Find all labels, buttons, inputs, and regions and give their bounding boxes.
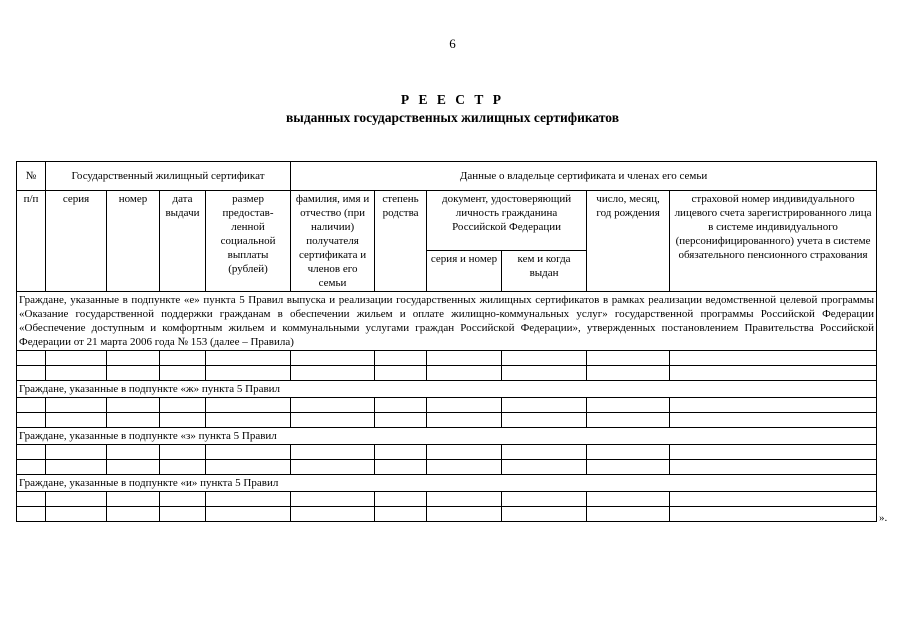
table-cell[interactable] (375, 507, 427, 522)
table-cell[interactable] (17, 460, 46, 475)
header-insurance-number: страховой номер индивидуального лицевого счета зарегистрированного лица в системе индивидуального (персонифицированного) учета в системе обязательного пенсионного страхования (670, 191, 877, 292)
table-cell[interactable] (375, 413, 427, 428)
closing-quote-mark: ». (879, 512, 888, 524)
table-cell[interactable] (502, 398, 587, 413)
table-cell[interactable] (587, 492, 670, 507)
table-cell[interactable] (587, 351, 670, 366)
table-row (17, 445, 877, 460)
table-cell[interactable] (375, 398, 427, 413)
table-cell[interactable] (587, 445, 670, 460)
table-cell[interactable] (206, 351, 291, 366)
header-owner-group: Данные о владельце сертификата и членах его семьи (291, 162, 877, 191)
table-cell[interactable] (206, 492, 291, 507)
section-heading-i: Граждане, указанные в подпункте «и» пункта 5 Правил (17, 475, 877, 492)
table-cell[interactable] (46, 492, 107, 507)
table-cell[interactable] (107, 460, 160, 475)
table-row (17, 366, 877, 381)
table-cell[interactable] (587, 366, 670, 381)
table-cell[interactable] (17, 398, 46, 413)
header-birth-date: число, месяц, год рождения (587, 191, 670, 292)
table-cell[interactable] (107, 492, 160, 507)
table-cell[interactable] (46, 507, 107, 522)
table-cell[interactable] (160, 366, 206, 381)
table-cell[interactable] (160, 398, 206, 413)
section-heading-e: Граждане, указанные в подпункте «е» пункта 5 Правил выпуска и реализации государственных жилищных сертификатов в рамках реализации ведомственной целевой программы «Оказание государственной поддержки гражданам в обеспечении жильем и оплате жилищно-коммунальных услуг» государственной программы Российской Федерации «Обеспечение доступным и комфортным жильем и коммунальными услугами граждан Российской Федерации», утвержденных постановлением Правительства Российской Федерации от 21 марта 2006 года № 153 (далее – Правила) (17, 292, 877, 351)
section-row (17, 475, 877, 492)
header-issue-date: дата выдачи (160, 191, 206, 292)
header-doc-issued-by: кем и когда выдан (502, 250, 587, 291)
table-cell[interactable] (291, 460, 375, 475)
section-row (17, 428, 877, 445)
table-cell[interactable] (160, 507, 206, 522)
table-cell[interactable] (502, 413, 587, 428)
table-cell[interactable] (107, 445, 160, 460)
table-cell[interactable] (46, 398, 107, 413)
table-row (17, 398, 877, 413)
section-row (17, 381, 877, 398)
header-number: номер (107, 191, 160, 292)
table-cell[interactable] (107, 351, 160, 366)
table-cell[interactable] (502, 492, 587, 507)
header-full-name: фамилия, имя и отчество (при наличии) получателя сертификата и членов его семьи (291, 191, 375, 292)
table-cell[interactable] (587, 507, 670, 522)
table-row (17, 507, 877, 522)
table-cell[interactable] (670, 351, 877, 366)
table-cell[interactable] (291, 413, 375, 428)
table-cell[interactable] (206, 507, 291, 522)
table-cell[interactable] (107, 507, 160, 522)
table-cell[interactable] (427, 507, 502, 522)
table-cell[interactable] (427, 398, 502, 413)
table-cell[interactable] (17, 351, 46, 366)
table-cell[interactable] (46, 460, 107, 475)
table-cell[interactable] (291, 398, 375, 413)
table-cell[interactable] (291, 445, 375, 460)
header-series: серия (46, 191, 107, 292)
header-row-1 (17, 162, 877, 191)
table-cell[interactable] (291, 366, 375, 381)
table-cell[interactable] (427, 492, 502, 507)
header-num-pp: п/п (17, 191, 46, 292)
table-cell[interactable] (502, 351, 587, 366)
table-cell[interactable] (375, 351, 427, 366)
table-cell[interactable] (206, 398, 291, 413)
table-cell[interactable] (17, 492, 46, 507)
section-heading-zh: Граждане, указанные в подпункте «ж» пункта 5 Правил (17, 381, 877, 398)
table-cell[interactable] (502, 460, 587, 475)
table-row (17, 413, 877, 428)
table-cell[interactable] (17, 507, 46, 522)
table-cell[interactable] (291, 507, 375, 522)
table-row (17, 460, 877, 475)
table-cell[interactable] (587, 398, 670, 413)
table-cell[interactable] (206, 366, 291, 381)
header-row-2 (17, 191, 877, 251)
table-cell[interactable] (375, 366, 427, 381)
table-cell[interactable] (46, 366, 107, 381)
table-cell[interactable] (46, 351, 107, 366)
table-row (17, 351, 877, 366)
table-cell[interactable] (206, 460, 291, 475)
registry-table (16, 161, 877, 522)
table-cell[interactable] (160, 460, 206, 475)
table-cell[interactable] (427, 366, 502, 381)
header-num: № (17, 162, 46, 191)
table-cell[interactable] (375, 492, 427, 507)
table-cell[interactable] (160, 413, 206, 428)
header-certificate-group: Государственный жилищный сертификат (46, 162, 291, 191)
table-cell[interactable] (375, 460, 427, 475)
section-row (17, 292, 877, 351)
table-cell[interactable] (670, 492, 877, 507)
table-cell[interactable] (375, 445, 427, 460)
header-doc-series-number: серия и номер (427, 250, 502, 291)
table-cell[interactable] (502, 507, 587, 522)
table-cell[interactable] (502, 366, 587, 381)
table-cell[interactable] (17, 366, 46, 381)
table-cell[interactable] (427, 351, 502, 366)
table-cell[interactable] (160, 445, 206, 460)
table-cell[interactable] (670, 413, 877, 428)
page-number: 6 (449, 36, 456, 51)
table-cell[interactable] (107, 398, 160, 413)
header-identity-doc: документ, удостоверяющий личность гражданина Российской Федерации (427, 191, 587, 251)
table-cell[interactable] (670, 460, 877, 475)
table-cell[interactable] (587, 413, 670, 428)
table-cell[interactable] (206, 445, 291, 460)
table-cell[interactable] (502, 445, 587, 460)
header-relationship: степень родства (375, 191, 427, 292)
table-cell[interactable] (206, 413, 291, 428)
table-cell[interactable] (17, 445, 46, 460)
table-cell[interactable] (670, 445, 877, 460)
table-cell[interactable] (291, 351, 375, 366)
table-cell[interactable] (427, 413, 502, 428)
table-cell[interactable] (107, 366, 160, 381)
table-cell[interactable] (427, 445, 502, 460)
document-title: Р Е Е С Т Р (400, 92, 505, 107)
table-cell[interactable] (107, 413, 160, 428)
table-cell[interactable] (160, 351, 206, 366)
header-payment-size: размер предостав- ленной социальной выплаты (рублей) (206, 191, 291, 292)
table-cell[interactable] (587, 460, 670, 475)
table-cell[interactable] (46, 413, 107, 428)
table-cell[interactable] (46, 445, 107, 460)
table-cell[interactable] (670, 507, 877, 522)
table-cell[interactable] (670, 398, 877, 413)
section-heading-z: Граждане, указанные в подпункте «з» пункта 5 Правил (17, 428, 877, 445)
table-cell[interactable] (670, 366, 877, 381)
table-cell[interactable] (160, 492, 206, 507)
table-row (17, 492, 877, 507)
table-cell[interactable] (427, 460, 502, 475)
table-cell[interactable] (17, 413, 46, 428)
document-subtitle: выданных государственных жилищных сертификатов (285, 110, 619, 125)
table-cell[interactable] (291, 492, 375, 507)
